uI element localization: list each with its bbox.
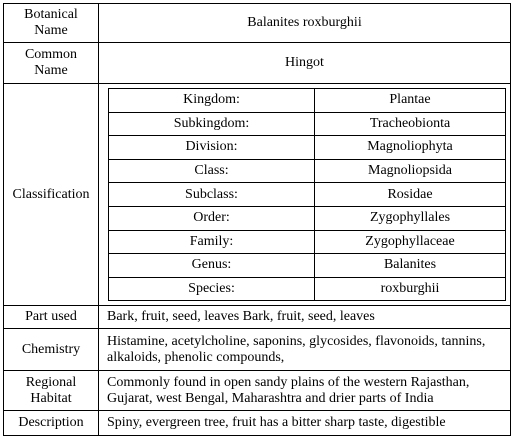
classification-row-kingdom — [109, 89, 506, 113]
classification-row-order — [109, 206, 506, 230]
classification-row-subkingdom — [109, 112, 506, 136]
chemistry-row — [4, 329, 511, 371]
rank-value: Zygophyllaceae — [315, 230, 506, 254]
chemistry-line2: alkaloids, phenolic compounds, — [107, 349, 285, 365]
rank-value: Balanites — [315, 254, 506, 278]
rank-value: Plantae — [315, 89, 506, 113]
rank-value: Magnoliopsida — [315, 159, 506, 183]
botanical-name-label — [4, 4, 99, 43]
regional-habitat-label-line2: Habitat — [30, 390, 72, 406]
classification-label: Classification — [4, 84, 99, 306]
rank-label: Family: — [109, 230, 315, 254]
rank-value: Rosidae — [315, 183, 506, 207]
classification-row-family — [109, 230, 506, 254]
rank-label: Order: — [109, 206, 315, 230]
classification-row-species — [109, 277, 506, 301]
rank-label: Subclass: — [109, 183, 315, 207]
chemistry-label: Chemistry — [4, 329, 99, 371]
botanical-name-row — [4, 4, 511, 43]
botanical-name-label-line1: Botanical — [24, 7, 78, 22]
regional-habitat-label-line1: Regional — [25, 374, 77, 390]
part-used-label: Part used — [4, 306, 99, 329]
botanical-name-value: Balanites roxburghii — [99, 4, 511, 43]
rank-value: Magnoliophyta — [315, 136, 506, 160]
plant-profile-table — [3, 3, 511, 436]
common-name-label-line1: Common — [24, 47, 78, 62]
part-used-value: Bark, fruit, seed, leaves Bark, fruit, seed, leaves — [99, 306, 511, 329]
regional-habitat-row — [4, 371, 511, 411]
classification-row — [4, 84, 511, 306]
description-row — [4, 411, 511, 436]
classification-cell — [99, 84, 511, 306]
common-name-label-line2: Name — [34, 63, 68, 78]
chemistry-line1: Histamine, acetylcholine, saponins, glycosides, flavonoids, tannins, — [107, 333, 486, 349]
classification-row-division — [109, 136, 506, 160]
rank-label: Class: — [109, 159, 315, 183]
regional-habitat-line1: Commonly found in open sandy plains of the western Rajasthan, — [107, 374, 470, 390]
classification-row-class — [109, 159, 506, 183]
chemistry-value — [99, 329, 511, 371]
botanical-name-label-line2: Name — [34, 23, 68, 38]
rank-value: Zygophyllales — [315, 206, 506, 230]
classification-row-genus — [109, 254, 506, 278]
classification-row-subclass — [109, 183, 506, 207]
rank-label: Subkingdom: — [109, 112, 315, 136]
part-used-row — [4, 306, 511, 329]
rank-label: Genus: — [109, 254, 315, 278]
rank-value: roxburghii — [315, 277, 506, 301]
rank-label: Division: — [109, 136, 315, 160]
rank-value: Tracheobionta — [315, 112, 506, 136]
regional-habitat-label — [4, 371, 99, 411]
regional-habitat-value — [99, 371, 511, 411]
classification-table — [108, 88, 506, 301]
regional-habitat-line2: Gujarat, west Bengal, Maharashtra and drier parts of India — [107, 390, 434, 406]
common-name-value: Hingot — [99, 43, 511, 84]
description-label: Description — [4, 411, 99, 436]
rank-label: Kingdom: — [109, 89, 315, 113]
common-name-row — [4, 43, 511, 84]
description-value: Spiny, evergreen tree, fruit has a bitter sharp taste, digestible — [99, 411, 511, 436]
rank-label: Species: — [109, 277, 315, 301]
common-name-label — [4, 43, 99, 84]
